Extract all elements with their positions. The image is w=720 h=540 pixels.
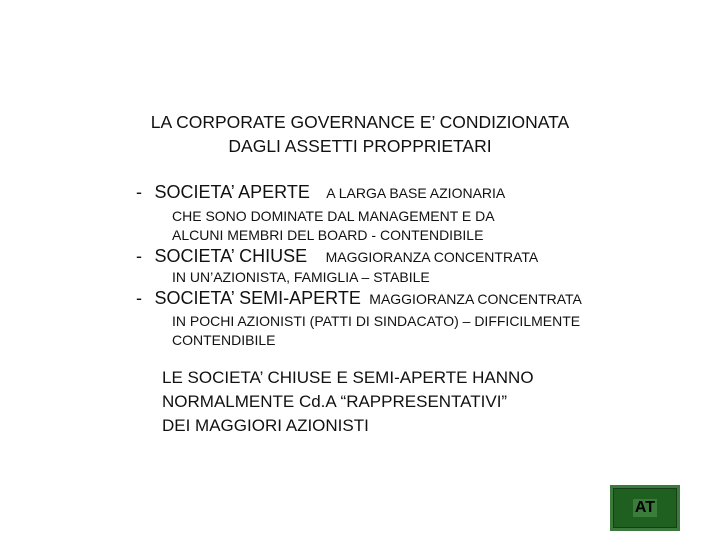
- at-badge[interactable]: [610, 485, 680, 531]
- conclusion-line-2: NORMALMENTE Cd.A “RAPPRESENTATIVI”: [162, 392, 508, 411]
- at-badge-inner: [613, 488, 677, 528]
- title-line-2: DAGLI ASSETTI PROPPRIETARI: [228, 136, 492, 156]
- bullet-dash: -: [136, 246, 142, 266]
- item-chiuse-tail: MAGGIORANZA CONCENTRATA: [325, 249, 539, 265]
- item-semiaperte-line-2: CONTENDIBILE: [172, 332, 276, 348]
- conclusion-line-3: DEI MAGGIORI AZIONISTI: [162, 416, 369, 435]
- item-semiaperte-tail: MAGGIORANZA CONCENTRATA: [369, 291, 582, 307]
- conclusion-line-1: LE SOCIETA’ CHIUSE E SEMI-APERTE HANNO: [162, 368, 534, 387]
- item-aperte-heading-row: [136, 182, 505, 203]
- item-aperte-line-2: ALCUNI MEMBRI DEL BOARD - CONTENDIBILE: [172, 227, 484, 243]
- item-chiuse-heading-row: [136, 246, 538, 267]
- item-semiaperte-heading-row: [136, 288, 582, 309]
- item-aperte-line-1: CHE SONO DOMINATE DAL MANAGEMENT E DA: [172, 208, 495, 224]
- title-line-1: LA CORPORATE GOVERNANCE E’ CONDIZIONATA: [150, 112, 570, 132]
- bullet-dash: -: [136, 182, 142, 202]
- item-chiuse-line-1: IN UN’AZIONISTA, FAMIGLIA – STABILE: [172, 269, 430, 285]
- item-chiuse-heading: SOCIETA’ CHIUSE: [154, 246, 308, 266]
- at-badge-label: AT: [634, 499, 656, 516]
- item-semiaperte-line-1: IN POCHI AZIONISTI (PATTI DI SINDACATO) – DIFFICILMENTE: [172, 313, 581, 329]
- item-semiaperte-heading: SOCIETA’ SEMI-APERTE: [154, 288, 361, 308]
- bullet-dash: -: [136, 288, 142, 308]
- item-aperte-tail: A LARGA BASE AZIONARIA: [326, 185, 506, 201]
- item-aperte-heading: SOCIETA’ APERTE: [154, 182, 310, 202]
